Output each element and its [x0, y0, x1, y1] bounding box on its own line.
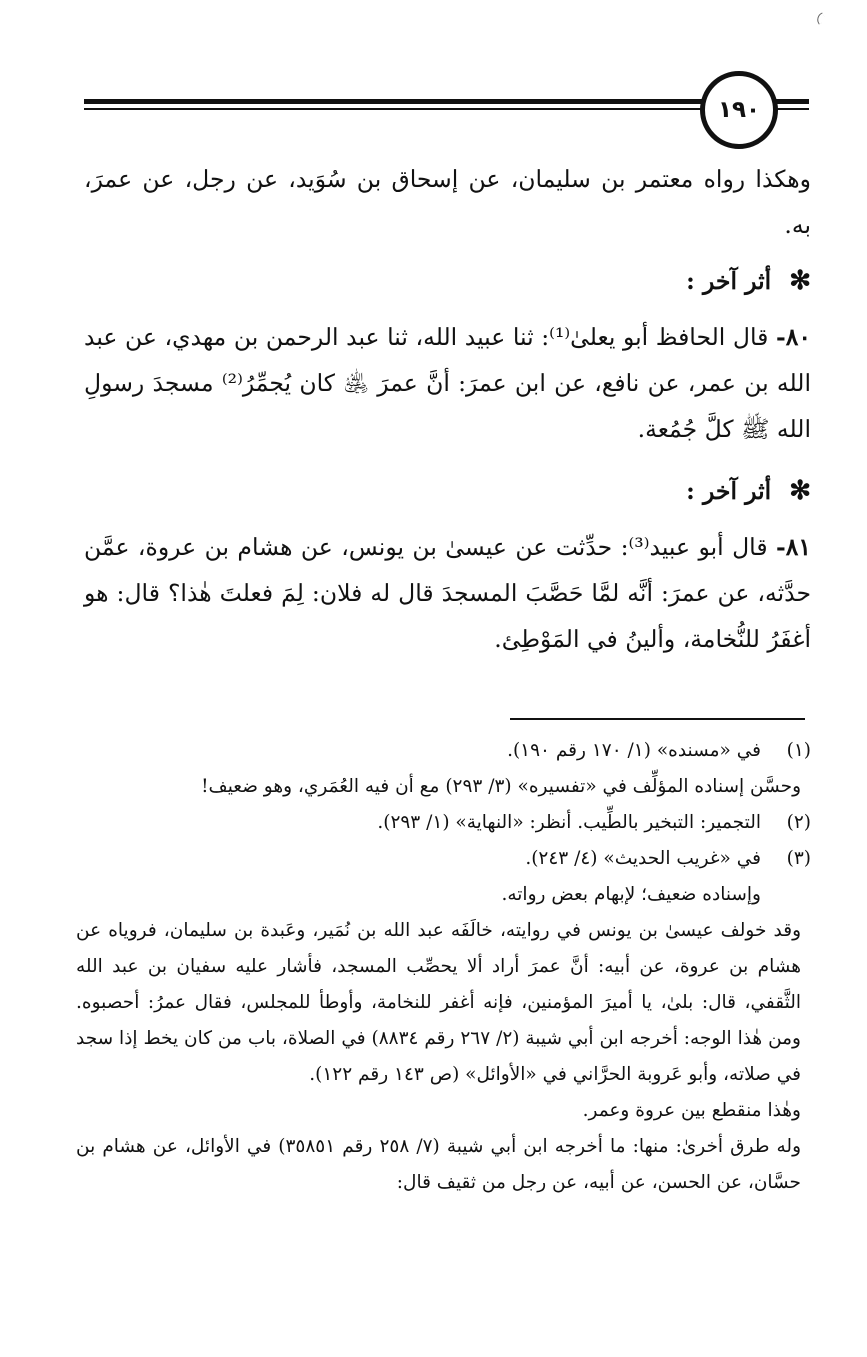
paragraph-80	[84, 314, 811, 452]
footnote-text: التجمير: التبخير بالطِّيب. أنظر: «النهاية» (١/ ٢٩٣).	[377, 812, 761, 833]
footnote-1	[76, 733, 811, 769]
paragraph-number: ٨١-	[775, 533, 811, 561]
footnote-text: وهٰذا منقطع بين عروة وعمر.	[582, 1100, 801, 1121]
footnote-divider	[510, 718, 805, 720]
footnote-3	[76, 841, 811, 877]
paragraph-number: ٨٠-	[775, 323, 811, 351]
footnote-text: وقد خولف عيسىٰ بن يونس في روايته، خالَفَه عبد الله بن نُمَير، وعَبدة بن سليمان، فروياه عن هشام بن عروة، عن أبيه: أنَّ عمرَ أراد ألا يحصِّب المسجد، فأشار عليه سفيان بن عبد الله الثَّقفي، قال: بلىٰ، يا أميرَ المؤمنين، فإنه أغفر للنخامة، وأوطأ للمجلس، فقال عمرُ: أحصبوه. ومن هٰذا الوجه: أخرجه ابن أبي شيبة (٢/ ٢٦٧ رقم ٨٨٣٤) في الصلاة، باب من كان يخط إذا سجد في صلاته، وأبو عَروبة الحرَّاني في «الأوائل» (ص ١٤٣ رقم ١٢٢).	[76, 920, 801, 1085]
main-text	[84, 156, 811, 662]
footnote-marker: (٢)	[786, 812, 811, 833]
footnote-marker: (٣)	[786, 848, 811, 869]
paragraph-80-text: قال الحافظ أبو يعلىٰ⁽¹⁾: ثنا عبيد الله، ثنا عبد الرحمن بن مهدي، عن عبد الله بن عمر، عن نافع، عن ابن عمرَ: أنَّ عمرَ ﵁ كان يُجمِّرُ⁽²⁾ مسجدَ رسولِ الله ﷺ كلَّ جُمُعة.	[84, 323, 811, 443]
section-heading-2	[84, 468, 811, 514]
footnotes	[76, 733, 811, 1201]
footnote-text: وحسَّن إسناده المؤلِّف في «تفسيره» (٣/ ٢٩٣) مع أن فيه العُمَري، وهو ضعيف!	[201, 776, 801, 797]
header-rule	[84, 93, 734, 119]
paragraph-intro: وهكذا رواه معتمر بن سليمان، عن إسحاق بن سُوَيد، عن رجل، عن عمرَ، به.	[84, 165, 811, 239]
footnote-text: وله طرق أخرىٰ: منها: ما أخرجه ابن أبي شيبة (٧/ ٢٥٨ رقم ٣٥٨٥١) في الأوائل، عن هشام بن حسَّان، عن الحسن، عن أبيه، عن رجل من ثقيف قال:	[76, 1136, 802, 1193]
header-rule-stub-thin	[775, 108, 809, 110]
section-heading-2-label: أثر آخر :	[686, 477, 772, 505]
header-rule-thin	[84, 108, 734, 110]
asterisk-icon: ✻	[789, 476, 811, 506]
footnote-marker: (١)	[786, 740, 811, 761]
page-number: ١٩٠	[700, 71, 778, 149]
header-rule-stub-thick	[775, 99, 809, 104]
header-rule-thick	[84, 99, 734, 104]
section-heading-1-label: أثر آخر :	[686, 267, 772, 295]
paragraph-81-text: قال أبو عبيد⁽³⁾: حدِّثت عن عيسىٰ بن يونس، عن هشام بن عروة، عمَّن حدَّثه، عن عمرَ: أنَّه لمَّا حَصَّبَ المسجدَ قال له فلان: لِمَ فعلتَ هٰذا؟ قال: هو أغفَرُ للنُّخامة، وألينُ في المَوْطِئ.	[84, 533, 811, 653]
footnote-2	[76, 805, 811, 841]
footnote-text: وإسناده ضعيف؛ لإبهام بعض رواته.	[501, 884, 761, 905]
asterisk-icon: ✻	[789, 266, 811, 296]
paragraph-81	[84, 524, 811, 662]
footnote-text: في «مسنده» (١/ ١٧٠ رقم ١٩٠).	[507, 740, 761, 761]
section-heading-1	[84, 258, 811, 304]
footnote-text: في «غريب الحديث» (٤/ ٢٤٣).	[525, 848, 761, 869]
corner-mark	[814, 12, 826, 24]
